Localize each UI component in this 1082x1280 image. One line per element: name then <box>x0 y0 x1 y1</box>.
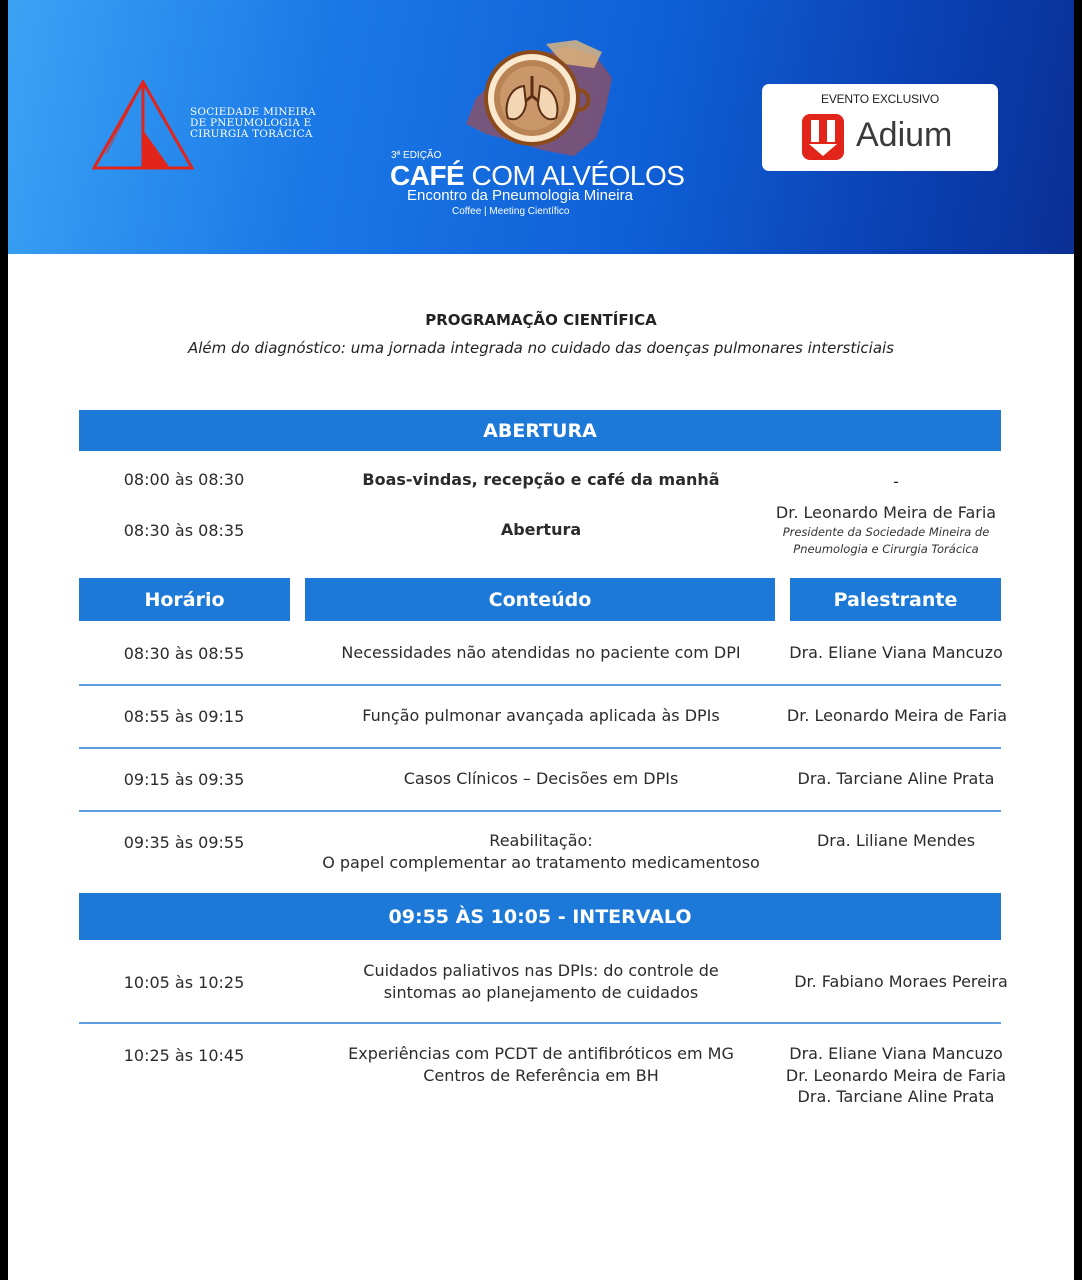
adium-logo-icon <box>802 114 844 160</box>
session-1-speaker: Dra. Eliane Viana Mancuzo <box>789 643 1003 662</box>
event-subtitle: Encontro da Pneumologia Mineira <box>407 187 633 204</box>
program-title: PROGRAMAÇÃO CIENTÍFICA <box>425 311 657 329</box>
session-2-speaker: Dr. Leonardo Meira de Faria <box>786 706 1008 725</box>
content-line: Reabilitação: <box>489 831 593 850</box>
column-header-content: Conteúdo <box>305 578 775 621</box>
break-label: 09:55 ÀS 10:05 - INTERVALO <box>388 905 692 928</box>
society-name-line: DE PNEUMOLOGIA E <box>190 117 312 129</box>
session-4-time: 09:35 às 09:55 <box>123 833 245 852</box>
exclusive-event-label: EVENTO EXCLUSIVO <box>821 92 939 106</box>
session-5-content <box>306 960 776 1004</box>
event-title-bold: CAFÉ <box>390 160 465 191</box>
session-5-speaker: Dr. Fabiano Moraes Pereira <box>794 972 1008 991</box>
session-2-time: 08:55 às 09:15 <box>123 707 245 726</box>
content-line: O papel complementar ao tratamento medicamentoso <box>322 853 760 872</box>
opening-row-2-time: 08:30 às 08:35 <box>123 521 245 540</box>
content-line: Centros de Referência em BH <box>423 1066 659 1085</box>
column-header-time: Horário <box>79 578 290 621</box>
opening-row-1-content: Boas-vindas, recepção e café da manhã <box>362 470 720 489</box>
session-3-content: Casos Clínicos – Decisões em DPIs <box>403 769 679 788</box>
session-2-content: Função pulmonar avançada aplicada às DPIs <box>362 706 720 725</box>
content-line: Experiências com PCDT de antifibróticos em MG <box>348 1044 734 1063</box>
coffee-cup-lungs-icon <box>446 38 618 160</box>
opening-row-2-content: Abertura <box>500 520 582 539</box>
session-3-speaker: Dra. Tarciane Aline Prata <box>797 769 995 788</box>
event-tagline: Coffee | Meeting Científico <box>452 206 570 217</box>
speaker-name: Dr. Leonardo Meira de Faria <box>775 503 997 522</box>
program-sheet <box>8 0 1074 1280</box>
society-logo-icon <box>92 80 194 170</box>
session-6-time: 10:25 às 10:45 <box>123 1046 245 1065</box>
sponsor-name: Adium <box>856 116 953 154</box>
session-5-time: 10:05 às 10:25 <box>123 973 245 992</box>
column-header-speaker: Palestrante <box>790 578 1001 621</box>
program-subtitle: Além do diagnóstico: uma jornada integrada no cuidado das doenças pulmonares intersticiais <box>188 339 894 357</box>
content-line: Cuidados paliativos nas DPIs: do controle de <box>363 961 719 980</box>
society-name <box>190 107 316 140</box>
event-title-rest: COM ALVÉOLOS <box>464 160 685 191</box>
row-divider <box>79 1022 1001 1024</box>
session-3-time: 09:15 às 09:35 <box>123 770 245 789</box>
opening-row-1-speaker: - <box>893 472 899 491</box>
opening-header-label: ABERTURA <box>483 419 597 442</box>
opening-header <box>79 410 1001 451</box>
speaker-role-line: Pneumologia e Cirurgia Torácica <box>793 542 979 556</box>
row-divider <box>79 684 1001 686</box>
society-name-line: SOCIEDADE MINEIRA <box>190 106 316 118</box>
society-name-line: CIRURGIA TORÁCICA <box>190 128 313 140</box>
speaker-name: Dra. Tarciane Aline Prata <box>797 1087 995 1106</box>
speaker-role-line: Presidente da Sociedade Mineira de <box>782 525 990 539</box>
sponsor-box <box>762 84 998 171</box>
session-6-content <box>306 1043 776 1087</box>
session-4-content <box>306 830 776 874</box>
opening-row-1-time: 08:00 às 08:30 <box>123 470 245 489</box>
opening-row-2-speaker <box>770 502 1002 558</box>
session-6-speakers <box>778 1043 1014 1108</box>
session-1-content: Necessidades não atendidas no paciente com DPI <box>341 643 741 662</box>
edition-label: 3ª EDIÇÃO <box>391 150 442 161</box>
content-line: sintomas ao planejamento de cuidados <box>383 983 699 1002</box>
session-4-speaker: Dra. Liliane Mendes <box>816 831 976 850</box>
break-banner <box>79 893 1001 940</box>
row-divider <box>79 810 1001 812</box>
speaker-name: Dra. Eliane Viana Mancuzo <box>789 1044 1003 1063</box>
session-1-time: 08:30 às 08:55 <box>123 644 245 663</box>
header-banner <box>8 0 1074 254</box>
speaker-name: Dr. Leonardo Meira de Faria <box>785 1065 1007 1085</box>
row-divider <box>79 747 1001 749</box>
